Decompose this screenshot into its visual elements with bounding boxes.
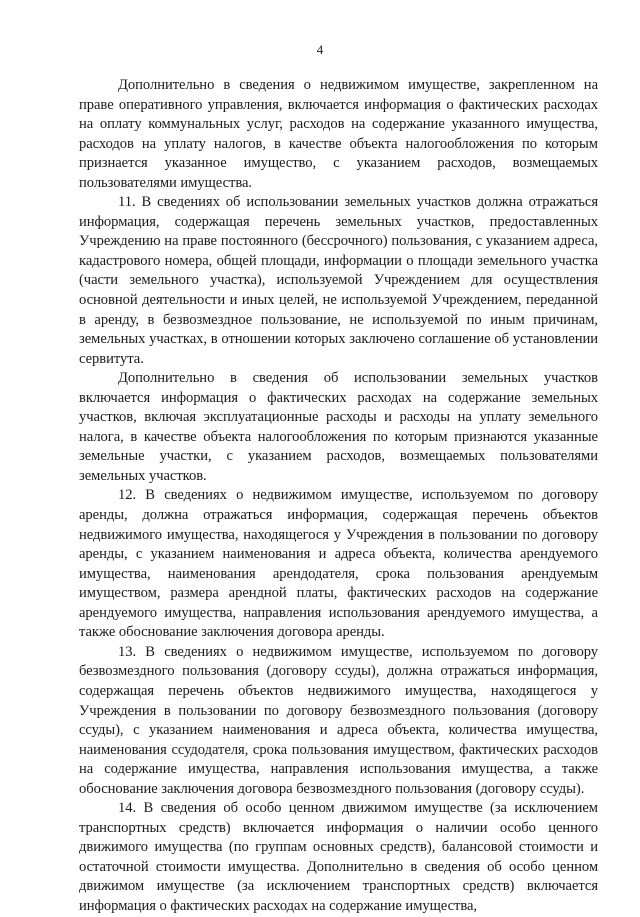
paragraph-operative-management-expenses: Дополнительно в сведения о недвижимом имуществе, закрепленном на праве оперативного управления, включается информация о фактических расходах на оплату коммунальных услуг, расходов на содержание указанного имущества, расходов на уплату налогов, в качестве объекта налогообложения по которым признается указанное имущество, с указанием расходов, возмещаемых пользователями имущества. xyxy=(79,77,598,191)
document-body xyxy=(79,76,598,917)
paragraph-11-land-plots: 11. В сведениях об использовании земельных участков должна отражаться информация, содержащая перечень земельных участков, предоставленных Учреждению на праве постоянного (бессрочного) пользования, с указанием адреса, кадастрового номера, общей площади, информации о площади земельного участка (части земельного участка), используемой Учреждением для осуществления основной деятельности и иных целей, не используемой Учреждением, переданной в аренду, в безвозмездное пользование, не используемой по иным причинам, земельных участках, в отношении которых заключено соглашение об установлении сервитута. xyxy=(79,194,598,367)
paragraph-14-movable-property: 14. В сведения об особо ценном движимом имуществе (за исключением транспортных средств) включается информация о наличии особо ценного движимого имущества (по группам основных средств), балансовой стоимости и остаточной стоимости имущества. Дополнительно в сведения об особо ценном движимом имуществе (за исключением транспортных средств) включается информация о фактических расходах на содержание имущества, xyxy=(79,800,598,914)
paragraph-13-free-use: 13. В сведениях о недвижимом имуществе, используемом по договору безвозмездного пользования (договору ссуды), должна отражаться информация, содержащая перечень объектов недвижимого имущества, находящегося у Учреждения в пользовании по договору безвозмездного пользования (договору ссуды), с указанием наименования и адреса объекта, количества имущества, наименования ссудодателя, срока пользования имуществом, фактических расходов на содержание имущества, направления использования имущества, а также обоснование заключения договора безвозмездного пользования (договору ссуды). xyxy=(79,643,598,797)
paragraph-12-lease: 12. В сведениях о недвижимом имуществе, используемом по договору аренды, должна отражаться информация, содержащая перечень объектов недвижимого имущества, находящегося у Учреждения в пользовании по договору аренды, с указанием наименования и адреса объекта, количества арендуемого имущества, наименования арендодателя, срока пользования арендуемым имуществом, размера арендной платы, фактических расходов на содержание арендуемого имущества, направления использования арендуемого имущества, а также обоснование заключения договора аренды. xyxy=(79,487,598,641)
paragraph-land-plots-expenses: Дополнительно в сведения об использовании земельных участков включается информация о фактических расходах на содержание земельных участков, включая эксплуатационные расходы и расходы на уплату земельного налога, в качестве объекта налогообложения по которым признаются указанные земельные участки, с указанием расходов, возмещаемых пользователями земельных участков. xyxy=(79,370,598,484)
page-number: 4 xyxy=(316,42,324,57)
